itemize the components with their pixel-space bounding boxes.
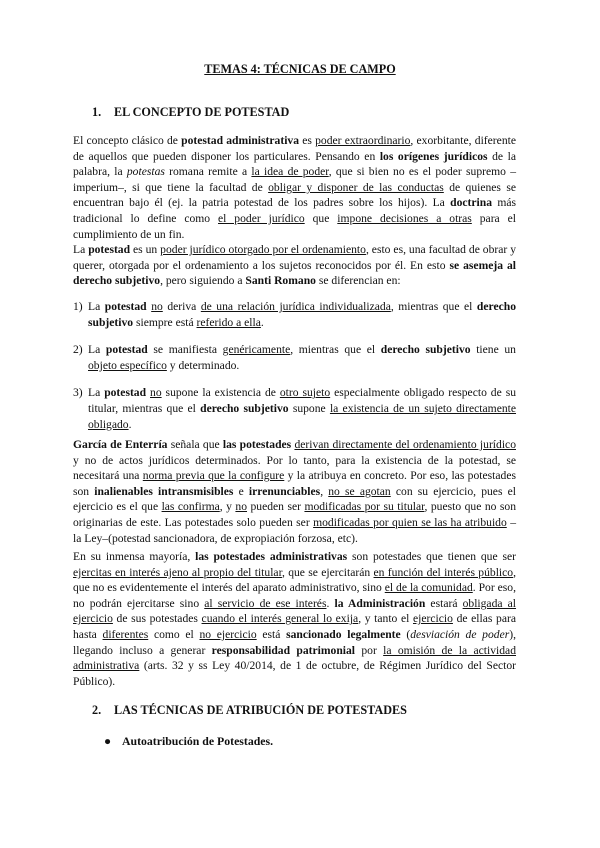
section-number: 1. bbox=[92, 105, 102, 119]
paragraph-potestad-definition: La potestad es un poder jurídico otorgado por el ordenamiento, esto es, una facultad de obrar y querer, otorgada por el ordenamiento a los sujetos reconocidos por él. En esto se asemeja al derecho subjetivo, pero siguiendo a Santi Romano se diferencian en: bbox=[73, 243, 516, 288]
paragraph-potestad-concept: El concepto clásico de potestad administrativa es poder extraordinario, exorbitante, diferente de aquellos que pueden disponer los particulares. Pensando en los orígenes jurídicos de la palabra, la potestas romana remite a la idea de poder, que si bien no es el poder supremo –imperium–, si que tiene la facultad de obligar y disponer de las conductas de quienes se encuentran bajo él (ej. la patria potestad de los padres sobre los hijos). La doctrina más tradicional lo define como el poder jurídico que impone decisiones a otras para el cumplimiento de un fin. bbox=[73, 134, 516, 241]
section-title: EL CONCEPTO DE POTESTAD bbox=[114, 105, 290, 119]
paragraph-administrative-powers: En su inmensa mayoría, las potestades administrativas son potestades que tienen que ser ejercitas en interés ajeno al propio del titular, que se ejercitarán en función del interés público, que no es evidentemente el interés del aparato administrativo, sino el de la comunidad. Por eso, no podrán ejercitarse sino al servicio de ese interés. la Administración estará obligada al ejercicio de sus potestades cuando el interés general lo exija, y tanto el ejercicio de ellas para hasta diferentes como el no ejercicio está sancionado legalmente (desviación de poder), llegando incluso a generar responsabilidad patrimonial por la omisión de la actividad administrativa (arts. 32 y ss Ley 40/2014, de 1 de octubre, de Régimen Jurídico del Sector Público). bbox=[73, 550, 517, 688]
paragraph-garcia-enterria: García de Enterría señala que las potestades derivan directamente del ordenamiento jurídico y no de actos jurídicos determinados. Por lo tanto, para la existencia de la potestad, se necesitará una norma previa que la configure y la atribuya en concreto. Por eso, las potestades son inalienables intransmisibles e irrenunciables, no se agotan con su ejercicio, pues el ejercicio es el que las confirma, y no pueden ser modificadas por su titular, puesto que no son originarias de este. Las potestades solo pueden ser modificadas por quien se las ha atribuido –la Ley–(potestad sancionadora, de expropiación forzosa, etc). bbox=[73, 438, 517, 545]
section-heading-1 bbox=[92, 105, 289, 121]
bullet-item bbox=[104, 734, 273, 750]
section-number: 2. bbox=[92, 703, 102, 717]
section-title: LAS TÉCNICAS DE ATRIBUCIÓN DE POTESTADES bbox=[114, 703, 407, 717]
bullet-icon: ● bbox=[104, 734, 112, 748]
differences-list bbox=[73, 299, 516, 432]
section-heading-2 bbox=[92, 703, 407, 719]
bullet-text: Autoatribución de Potestades. bbox=[122, 734, 274, 748]
list-item: 3) La potestad no supone la existencia de otro sujeto especialmente obligado respecto de su titular, mientras que el derecho subjetivo supone la existencia de un sujeto directamente obligado. bbox=[73, 386, 517, 431]
list-item: 2) La potestad se manifiesta genéricamente, mientras que el derecho subjetivo tiene un objeto específico y determinado. bbox=[73, 343, 516, 372]
document-title: TEMAS 4: TÉCNICAS DE CAMPO bbox=[204, 62, 396, 76]
list-item: 1) La potestad no deriva de una relación jurídica individualizada, mientras que el derecho subjetivo siempre está referido a ella. bbox=[73, 300, 516, 329]
